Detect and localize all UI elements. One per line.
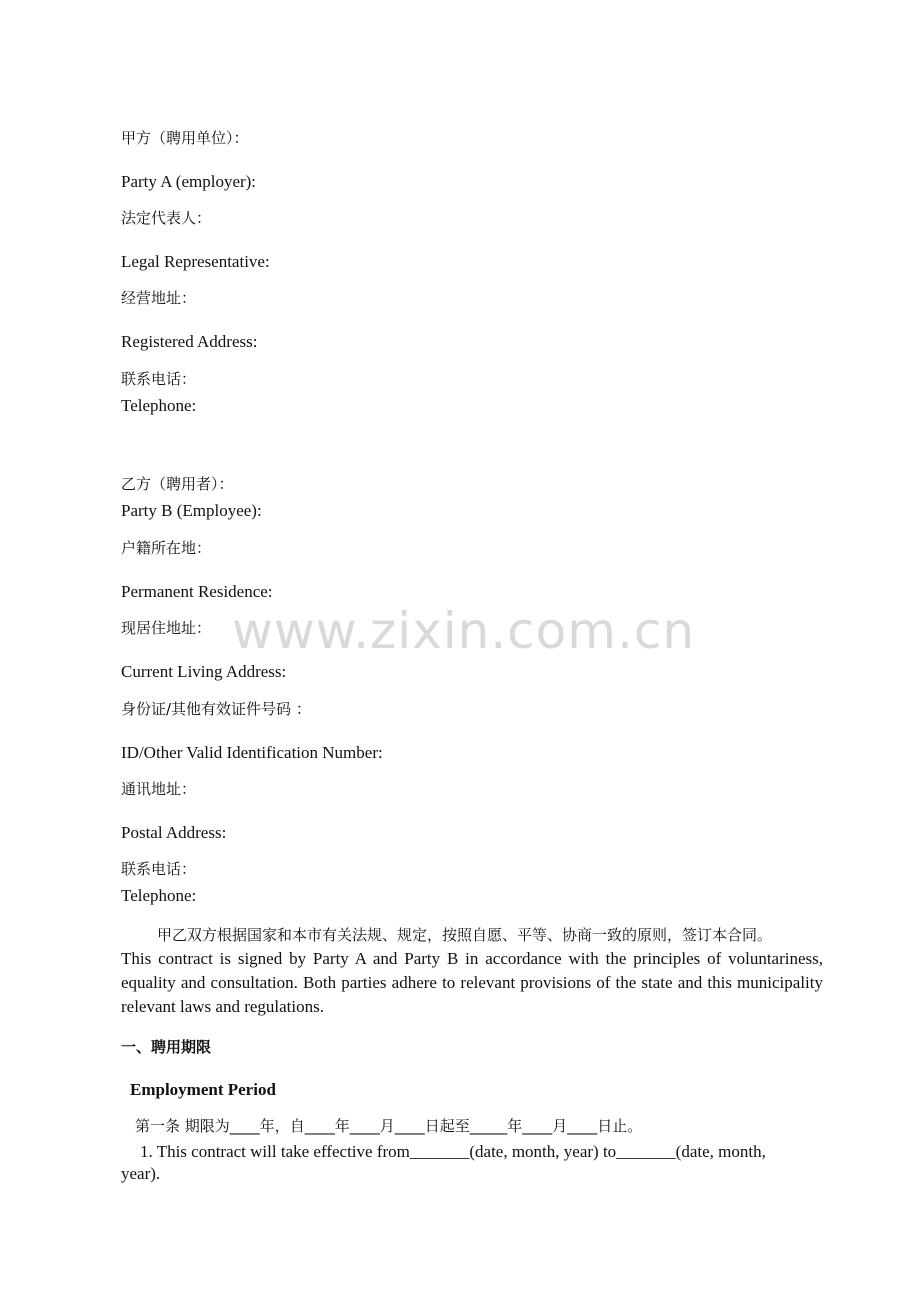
registered-address-label-en: Registered Address: [121,332,258,351]
section-title-en: Employment Period [130,1080,276,1099]
watermark: www.zixin.com.cn [232,602,696,660]
id-number-label-en: ID/Other Valid Identification Number: [121,743,383,762]
intro-text-cn: 甲乙双方根据国家和本市有关法规、规定，按照自愿、平等、协商一致的原则，签订本合同。 [157,926,773,944]
clause-1-cn: 第一条 期限为____年，自____年____月____日起至_____年____月____日止。 [135,1117,643,1135]
section-title-cn: 一、聘用期限 [121,1038,212,1056]
postal-address-label-cn: 通讯地址： [121,780,197,798]
party-a-label-en: Party A (employer): [121,172,257,191]
residence-label-cn: 户籍所在地： [121,539,212,557]
intro-text-en: This contract is signed by Party A and Party B in accordance with the principles of voluntariness, equality and consultation. Both parties adhere to relevant provisions of the state and this municipality relevant laws and regulations. [121,949,823,1016]
clause-1-en-line1: 1. This contract will take effective from_______(date, month, year) to_______(date, month, [140,1142,766,1161]
clause-1-en-line2: year). [121,1164,161,1183]
party-a-label-cn: 甲方（聘用单位）： [121,129,249,147]
party-a-phone-label-cn: 联系电话： [121,370,197,388]
registered-address-label-cn: 经营地址： [121,289,197,307]
living-address-label-en: Current Living Address: [121,662,287,681]
party-a-phone-label-en: Telephone: [121,396,197,415]
living-address-label-cn: 现居住地址： [121,619,212,637]
party-b-label-cn: 乙方（聘用者）： [121,475,234,493]
party-b-phone-label-en: Telephone: [121,886,197,905]
legal-rep-label-cn: 法定代表人： [121,209,212,227]
party-b-phone-label-cn: 联系电话： [121,860,197,878]
intro-paragraph [121,923,823,1019]
id-number-label-cn: 身份证/其他有效证件号码 ： [121,700,311,718]
postal-address-label-en: Postal Address: [121,823,227,842]
party-b-label-en: Party B (Employee): [121,501,262,520]
legal-rep-label-en: Legal Representative: [121,252,270,271]
residence-label-en: Permanent Residence: [121,582,273,601]
